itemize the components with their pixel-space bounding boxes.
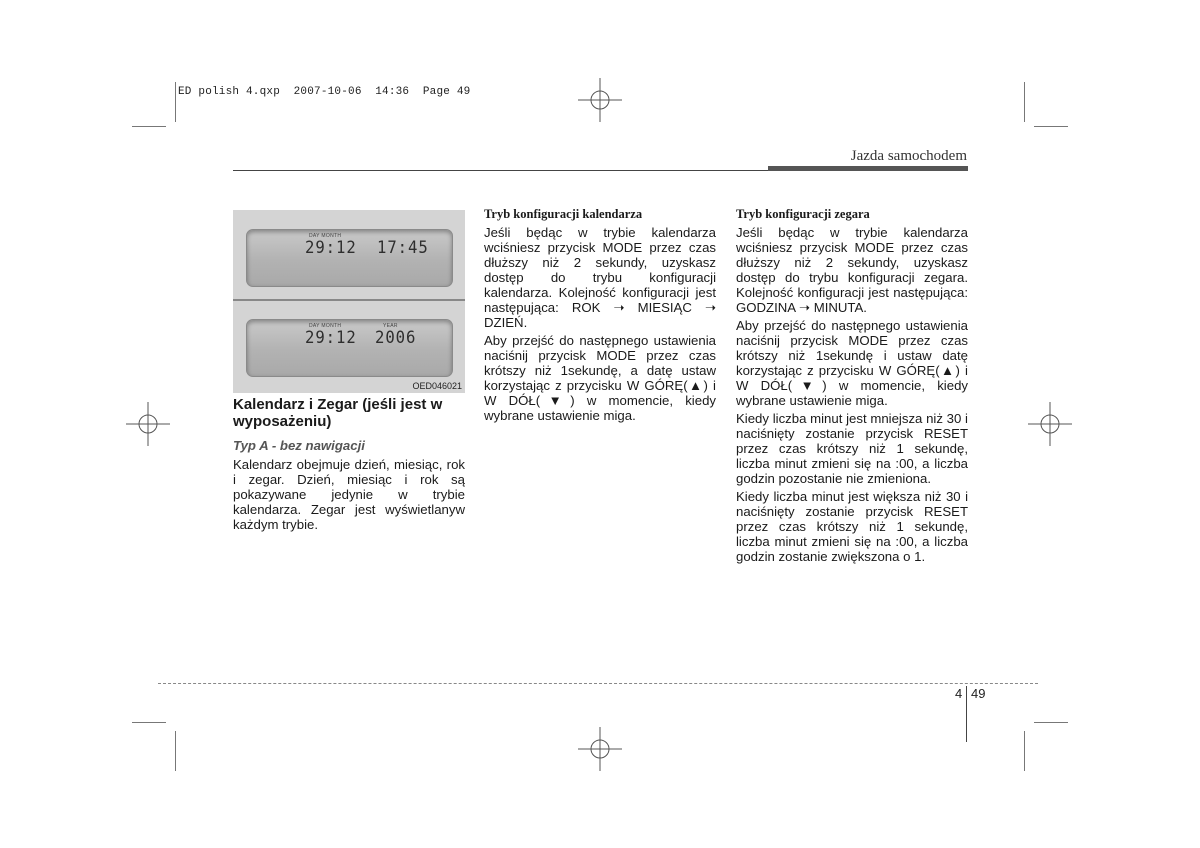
registration-mark-left-icon	[126, 402, 170, 446]
clock-config-paragraph-1: Jeśli będąc w trybie kalendarza wciśniesz przycisk MODE przez czas dłuższy niż 2 sekundy, uzyskasz dostęp do trybu konfiguracji zegara. Kolejność konfiguracji jest następująca: GODZINA ➝ MINUTA.	[736, 225, 968, 315]
lcd-label-day-month: DAY MONTH	[309, 323, 342, 329]
print-slug: ED polish 4.qxp 2007-10-06 14:36 Page 49	[178, 86, 471, 98]
lcd-value-date: 29:12	[305, 238, 357, 258]
column-2	[484, 207, 716, 426]
clock-config-paragraph-3: Kiedy liczba minut jest mniejsza niż 30 i naciśnięty zostanie przycisk RESET przez czas krótszy niż 1 sekundę, liczba minut zmieni się na :00, a liczba godzin pozostanie nie zmieniona.	[736, 411, 968, 486]
calendar-config-paragraph-1: Jeśli będąc w trybie kalendarza wciśniesz przycisk MODE przez czas dłuższy niż 2 sekundy, uzyskasz dostęp do trybu konfiguracji kalendarza. Kolejność konfiguracji jest następująca: ROK ➝ MIESIĄC ➝ DZIEŃ.	[484, 225, 716, 330]
clock-display-figure	[233, 210, 465, 393]
article-paragraph: Kalendarz obejmuje dzień, miesiąc, rok i zegar. Dzień, miesiąc i rok są pokazywane jedynie w trybie kalendarza. Zegar jest wyświetlanyw każdym trybie.	[233, 457, 465, 532]
page-number: 49	[971, 686, 986, 701]
article-heading: Kalendarz i Zegar (jeśli jest w wyposażeniu)	[233, 396, 443, 430]
article-subheading: Typ A - bez nawigacji	[233, 438, 365, 453]
registration-mark-right-icon	[1028, 402, 1072, 446]
registration-mark-top-icon	[578, 78, 622, 122]
lcd-label-year: YEAR	[383, 323, 398, 329]
figure-divider	[233, 299, 465, 301]
clock-config-paragraph-4: Kiedy liczba minut jest większa niż 30 i naciśnięty zostanie przycisk RESET przez czas krótszy niż 1 sekundę, liczba minut zmieni się na :00, a liczba godzin zostanie zwiększona o 1.	[736, 489, 968, 564]
lcd-display-clock	[246, 229, 453, 287]
column-1	[233, 396, 465, 535]
chapter-number: 4	[955, 686, 963, 701]
footer-dashed-rule	[158, 683, 1038, 684]
lcd-value-date: 29:12	[305, 328, 357, 348]
calendar-config-paragraph-2: Aby przejść do następnego ustawienia naciśnij przycisk MODE przez czas krótszy niż 1sekundę, a datę ustaw korzystając z przycisku W GÓRĘ(▲) i W DÓŁ(▼) w momencie, kiedy wybrane ustawienie miga.	[484, 333, 716, 423]
lcd-value-year: 2006	[375, 328, 417, 348]
figure-code: OED046021	[412, 381, 462, 391]
clock-config-heading: Tryb konfiguracji zegara	[736, 207, 870, 221]
section-title: Jazda samochodem	[850, 148, 967, 164]
page-number-separator	[966, 686, 967, 742]
lcd-value-time: 17:45	[377, 238, 429, 258]
column-3	[736, 207, 968, 567]
calendar-config-heading: Tryb konfiguracji kalendarza	[484, 207, 643, 221]
lcd-label-day-month: DAY MONTH	[309, 233, 342, 239]
registration-mark-bottom-icon	[578, 727, 622, 771]
header-accent-bar	[768, 166, 968, 171]
lcd-display-calendar	[246, 319, 453, 377]
clock-config-paragraph-2: Aby przejść do następnego ustawienia naciśnij przycisk MODE przez czas krótszy niż 1sekundę i ustaw datę korzystając z przycisku W GÓRĘ(▲) i W DÓŁ(▼) w momencie, kiedy wybrane ustawienie miga.	[736, 318, 968, 408]
